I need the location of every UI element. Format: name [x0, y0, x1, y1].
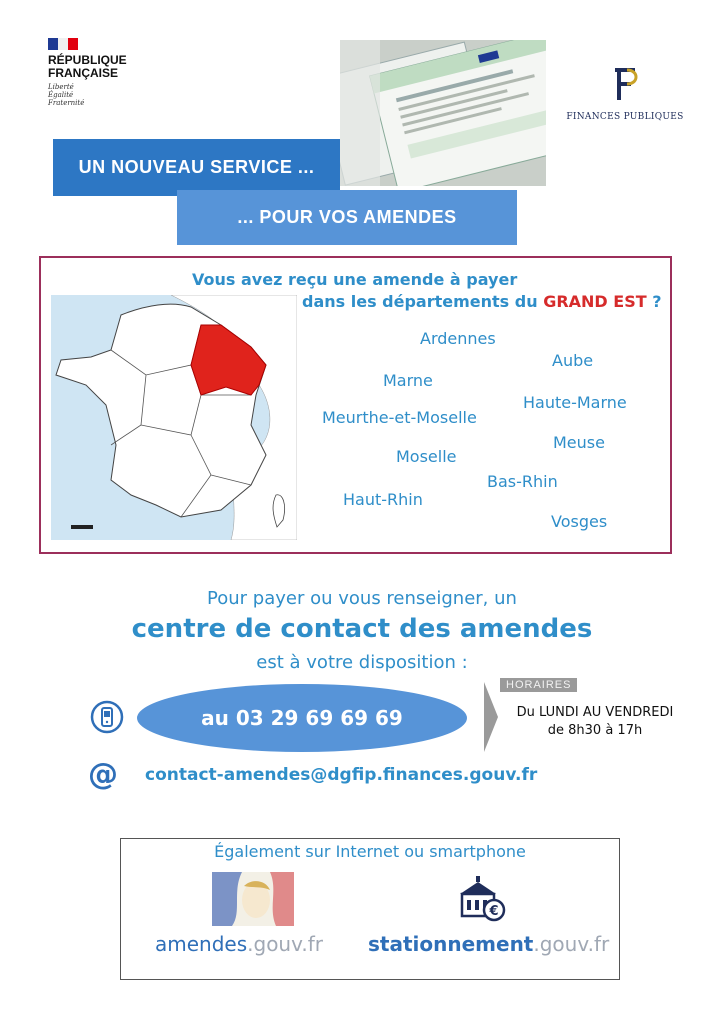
banner-for-fines: ... POUR VOS AMENDES: [177, 190, 517, 245]
email-link[interactable]: contact-amendes@dgfip.finances.gouv.fr: [145, 765, 538, 785]
motto-liberte: Liberté: [48, 83, 74, 91]
stationnement-link-main: stationnement: [368, 932, 534, 956]
amendes-gouv-link[interactable]: [155, 932, 323, 956]
finances-publiques-emblem-icon: [605, 66, 645, 104]
dept-meuse: Meuse: [553, 433, 605, 452]
france-map: [51, 295, 297, 540]
email-at-icon: @: [88, 757, 118, 792]
republic-name: [48, 54, 158, 80]
phone-number-button[interactable]: au 03 29 69 69 69: [137, 684, 467, 752]
phone-icon: [90, 700, 124, 734]
contact-center-title: centre de contact des amendes: [131, 614, 593, 644]
stationnement-building-euro-icon: [456, 876, 506, 922]
svg-text:€: €: [489, 904, 499, 919]
dept-aube: Aube: [552, 351, 594, 370]
motto-egalite: Égalité: [48, 91, 74, 99]
grand-est-question-line1: Vous avez reçu une amende à payer: [192, 270, 518, 289]
stationnement-link-suffix: .gouv.fr: [533, 932, 610, 956]
banner-new-service: UN NOUVEAU SERVICE ...: [53, 139, 340, 196]
stationnement-gouv-link[interactable]: [368, 932, 609, 956]
dept-meurthe-et-moselle: Meurthe-et-Moselle: [322, 408, 477, 427]
dept-moselle: Moselle: [396, 447, 457, 466]
dept-bas-rhin: Bas-Rhin: [487, 472, 558, 491]
finances-publiques-text: FINANCES PUBLIQUES: [566, 112, 684, 122]
amendes-link-main: amendes: [155, 932, 248, 956]
contact-intro: Pour payer ou vous renseigner, un: [207, 588, 517, 609]
question-suffix: ?: [646, 292, 662, 311]
republic-motto: [48, 83, 158, 107]
dept-haute-marne: Haute-Marne: [523, 393, 627, 412]
hours-days: Du LUNDI AU VENDREDI: [516, 705, 674, 720]
marianne-flag-icon: [48, 38, 78, 50]
fine-notices-photo: [340, 40, 546, 186]
republique-francaise-logo: [48, 38, 158, 107]
republic-name-line1: RÉPUBLIQUE: [48, 53, 127, 67]
hours-time: de 8h30 à 17h: [547, 723, 643, 738]
internet-title: Également sur Internet ou smartphone: [214, 842, 526, 861]
finances-publiques-logo: [555, 66, 695, 122]
dept-vosges: Vosges: [551, 512, 608, 531]
hours-arrow-icon: [484, 682, 498, 752]
grand-est-highlight: GRAND EST: [543, 292, 647, 311]
dept-ardennes: Ardennes: [420, 329, 496, 348]
question-prefix: dans les départements du: [302, 292, 544, 311]
amendes-marianne-icon: [212, 872, 294, 926]
hours-label: HORAIRES: [500, 678, 577, 692]
dept-marne: Marne: [383, 371, 433, 390]
motto-fraternite: Fraternité: [48, 99, 85, 107]
contact-availability: est à votre disposition :: [256, 652, 468, 673]
dept-haut-rhin: Haut-Rhin: [343, 490, 423, 509]
amendes-link-suffix: .gouv.fr: [247, 932, 324, 956]
republic-name-line2: FRANÇAISE: [48, 66, 119, 80]
grand-est-question-line2: [302, 292, 662, 311]
